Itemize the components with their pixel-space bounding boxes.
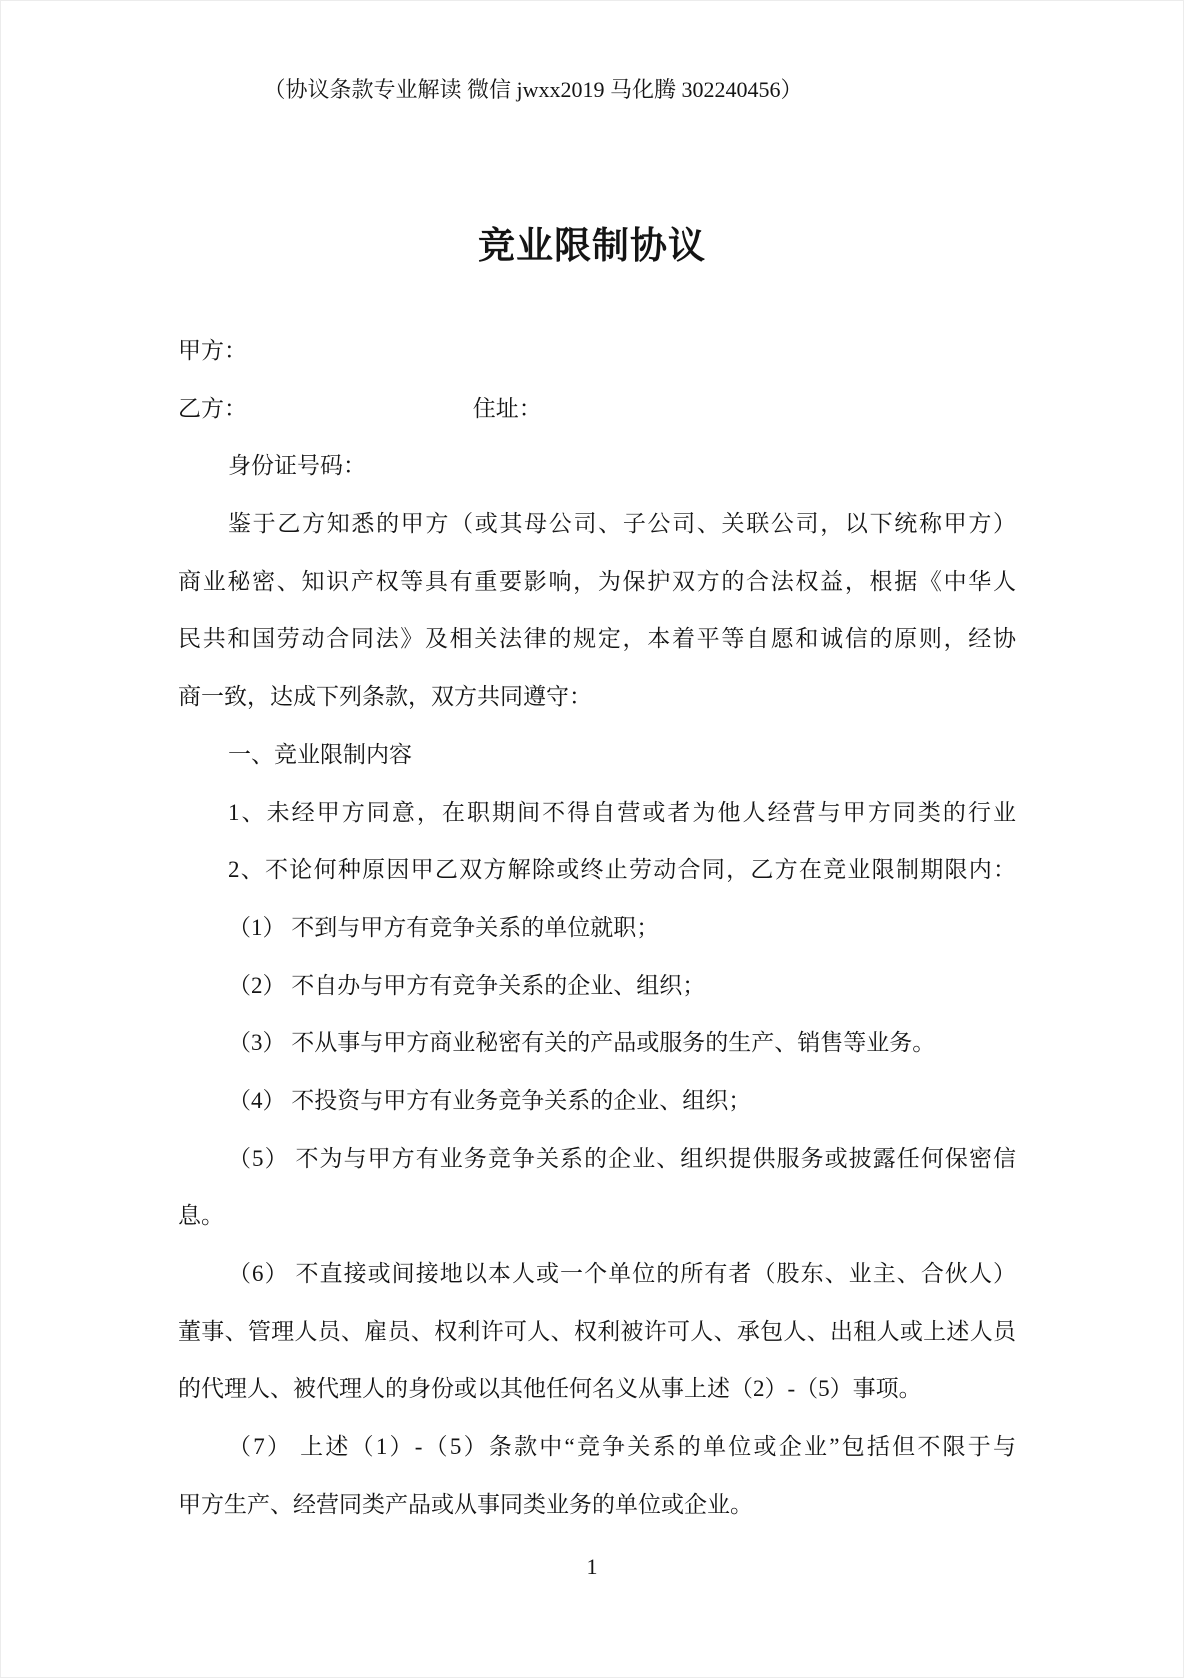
party-b-label: 乙方： <box>178 395 247 421</box>
item-line: （4） 不投资与甲方有业务竞争关系的企业、组织； <box>228 1087 752 1113</box>
item-line: （6） 不直接或间接地以本人或一个单位的所有者（股东、业主、合伙人） <box>228 1261 1016 1286</box>
id-number-line: 身份证号码： <box>228 453 366 479</box>
preamble-line: 商一致，达成下列条款，双方共同遵守： <box>178 684 592 710</box>
preamble-line: 鉴于乙方知悉的甲方（或其母公司、子公司、关联公司，以下统称甲方） <box>228 511 1016 537</box>
preamble-line: 商业秘密、知识产权等具有重要影响，为保护双方的合法权益，根据《中华人 <box>178 568 1016 594</box>
clause-line: 2、不论何种原因甲乙双方解除或终止劳动合同，乙方在竞业限制期限内： <box>228 857 1016 883</box>
item-line: 息。 <box>178 1203 224 1229</box>
party-a-line: 甲方： <box>178 338 247 363</box>
item-line: （5） 不为与甲方有业务竞争关系的企业、组织提供服务或披露任何保密信 <box>228 1145 1016 1171</box>
item-line: 的代理人、被代理人的身份或以其他任何名义从事上述（2）-（5）事项。 <box>178 1376 922 1402</box>
item-line: （3） 不从事与甲方商业秘密有关的产品或服务的生产、销售等业务。 <box>228 1030 936 1056</box>
preamble-line: 民共和国劳动合同法》及相关法律的规定，本着平等自愿和诚信的原则，经协 <box>178 626 1016 652</box>
document-body <box>178 322 1016 1533</box>
item-line: （2） 不自办与甲方有竞争关系的企业、组织； <box>228 972 706 998</box>
item-line: （7） 上述（1）-（5）条款中“竞争关系的单位或企业”包括但不限于与 <box>228 1434 1016 1460</box>
header-note: （协议条款专业解读 微信 jwxx2019 马化腾 302240456） <box>263 77 803 102</box>
item-line: 董事、管理人员、雇员、权利许可人、权利被许可人、承包人、出租人或上述人员 <box>178 1318 1016 1344</box>
page-number: 1 <box>586 1554 598 1579</box>
clause-line: 1、未经甲方同意，在职期间不得自营或者为他人经营与甲方同类的行业 <box>228 799 1016 825</box>
section-one-heading: 一、竞业限制内容 <box>228 741 412 767</box>
item-line: （1） 不到与甲方有竞争关系的单位就职； <box>228 914 660 940</box>
document-title: 竞业限制协议 <box>478 226 706 267</box>
address-label: 住址： <box>472 395 542 421</box>
item-line: 甲方生产、经营同类产品或从事同类业务的单位或企业。 <box>178 1491 753 1517</box>
party-b-line <box>178 380 1016 438</box>
